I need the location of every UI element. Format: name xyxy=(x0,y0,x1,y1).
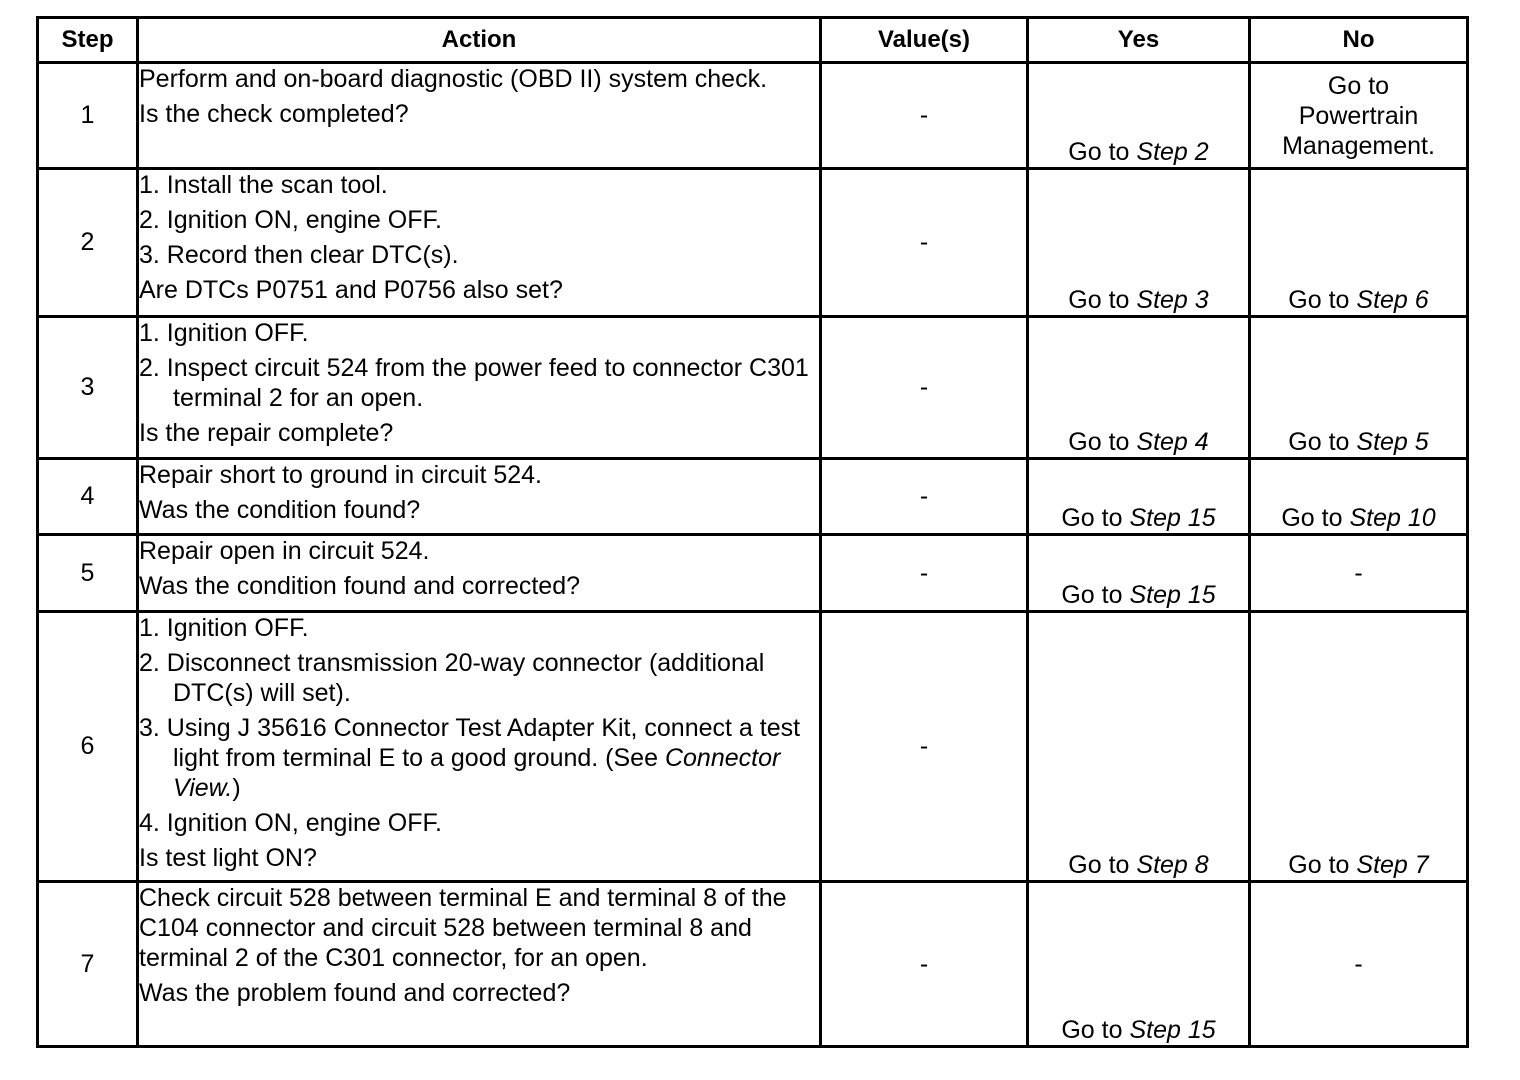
yes-step-link[interactable]: Step 15 xyxy=(1129,504,1216,532)
no-cell xyxy=(1250,612,1468,882)
value-cell: - xyxy=(821,169,1028,317)
action-item: 2. Disconnect transmission 20-way connector (additional DTC(s) will set). xyxy=(139,649,765,707)
go-to-label: Go to xyxy=(1281,504,1343,532)
yes-cell xyxy=(1028,459,1250,535)
action-cell xyxy=(138,612,821,882)
header-step: Step xyxy=(38,18,138,63)
action-cell xyxy=(138,169,821,317)
diagnostic-table xyxy=(36,16,1469,1048)
no-line-1: Go to xyxy=(1327,71,1390,100)
table-row xyxy=(38,612,1468,882)
go-to-label: Go to xyxy=(1288,428,1350,456)
no-step-link[interactable]: Step 6 xyxy=(1356,286,1429,314)
no-cell xyxy=(1250,63,1468,169)
go-to-label: Go to xyxy=(1288,851,1350,879)
step-number: 5 xyxy=(38,535,138,612)
action-question: Is test light ON? xyxy=(139,844,317,872)
table-row xyxy=(38,535,1468,612)
table-row xyxy=(38,882,1468,1047)
yes-cell xyxy=(1028,612,1250,882)
step-number: 7 xyxy=(38,882,138,1047)
yes-step-link[interactable]: Step 4 xyxy=(1136,428,1209,456)
no-line-3[interactable]: Management. xyxy=(1282,131,1435,160)
action-question: Are DTCs P0751 and P0756 also set? xyxy=(139,276,563,304)
action-item: 1. Ignition OFF. xyxy=(139,319,309,347)
action-text: Check circuit 528 between terminal E and terminal 8 of the C104 connector and circuit 528 between terminal 8 and terminal 2 of the C301 connector, for an open. xyxy=(139,884,787,972)
step-number: 3 xyxy=(38,317,138,459)
action-item xyxy=(139,713,819,803)
go-to-label: Go to xyxy=(1068,138,1130,166)
yes-step-link[interactable]: Step 8 xyxy=(1136,851,1209,879)
yes-step-link[interactable]: Step 15 xyxy=(1129,581,1216,609)
no-cell xyxy=(1250,317,1468,459)
action-item: 1. Install the scan tool. xyxy=(139,171,388,199)
table-row xyxy=(38,317,1468,459)
go-to-label: Go to xyxy=(1068,851,1130,879)
action-question: Was the condition found? xyxy=(139,496,421,524)
action-item: 4. Ignition ON, engine OFF. xyxy=(139,809,442,837)
action-cell xyxy=(138,317,821,459)
go-to-label: Go to xyxy=(1068,428,1130,456)
yes-cell xyxy=(1028,882,1250,1047)
action-text: Perform and on-board diagnostic (OBD II) system check. xyxy=(139,65,768,93)
action-item: 3. Record then clear DTC(s). xyxy=(139,241,459,269)
no-cell: - xyxy=(1250,882,1468,1047)
header-action: Action xyxy=(138,18,821,63)
action-cell xyxy=(138,63,821,169)
go-to-label: Go to xyxy=(1061,504,1123,532)
no-cell: - xyxy=(1250,535,1468,612)
no-step-link[interactable]: Step 10 xyxy=(1349,504,1436,532)
value-cell: - xyxy=(821,535,1028,612)
step-number: 4 xyxy=(38,459,138,535)
yes-cell xyxy=(1028,169,1250,317)
header-row xyxy=(38,18,1468,63)
no-step-link[interactable]: Step 7 xyxy=(1356,851,1429,879)
yes-cell xyxy=(1028,535,1250,612)
action-item: 2. Ignition ON, engine OFF. xyxy=(139,206,442,234)
action-question: Was the condition found and corrected? xyxy=(139,572,581,600)
step-number: 2 xyxy=(38,169,138,317)
value-cell: - xyxy=(821,317,1028,459)
yes-step-link[interactable]: Step 15 xyxy=(1129,1016,1216,1044)
action-item: 1. Ignition OFF. xyxy=(139,614,309,642)
yes-step-link[interactable]: Step 3 xyxy=(1136,286,1209,314)
action-question: Was the problem found and corrected? xyxy=(139,979,571,1007)
action-cell xyxy=(138,882,821,1047)
no-line-2[interactable]: Powertrain xyxy=(1298,101,1419,130)
no-cell xyxy=(1250,169,1468,317)
header-no: No xyxy=(1250,18,1468,63)
table-row xyxy=(38,459,1468,535)
action-item-tail: ) xyxy=(232,774,241,802)
header-values: Value(s) xyxy=(821,18,1028,63)
action-item: 2. Inspect circuit 524 from the power feed to connector C301 terminal 2 for an open. xyxy=(139,354,809,412)
value-cell: - xyxy=(821,459,1028,535)
no-step-link[interactable]: Step 5 xyxy=(1356,428,1429,456)
go-to-label: Go to xyxy=(1288,286,1350,314)
action-cell xyxy=(138,459,821,535)
connector-view-link[interactable]: Connector View. xyxy=(173,744,781,802)
action-cell xyxy=(138,535,821,612)
yes-cell xyxy=(1028,63,1250,169)
no-cell xyxy=(1250,459,1468,535)
yes-cell xyxy=(1028,317,1250,459)
header-yes: Yes xyxy=(1028,18,1250,63)
action-question: Is the repair complete? xyxy=(139,419,394,447)
action-item-text: 3. Using J 35616 Connector Test Adapter Kit, connect a test light from terminal E to a good ground. (See xyxy=(139,714,801,772)
value-cell: - xyxy=(821,882,1028,1047)
go-to-label: Go to xyxy=(1061,1016,1123,1044)
action-text: Repair open in circuit 524. xyxy=(139,537,430,565)
action-text: Repair short to ground in circuit 524. xyxy=(139,461,542,489)
table-row xyxy=(38,63,1468,169)
action-question: Is the check completed? xyxy=(139,100,409,128)
value-cell: - xyxy=(821,612,1028,882)
go-to-label: Go to xyxy=(1068,286,1130,314)
step-number: 1 xyxy=(38,63,138,169)
table-row xyxy=(38,169,1468,317)
yes-step-link[interactable]: Step 2 xyxy=(1136,138,1209,166)
go-to-label: Go to xyxy=(1061,581,1123,609)
value-cell: - xyxy=(821,63,1028,169)
step-number: 6 xyxy=(38,612,138,882)
